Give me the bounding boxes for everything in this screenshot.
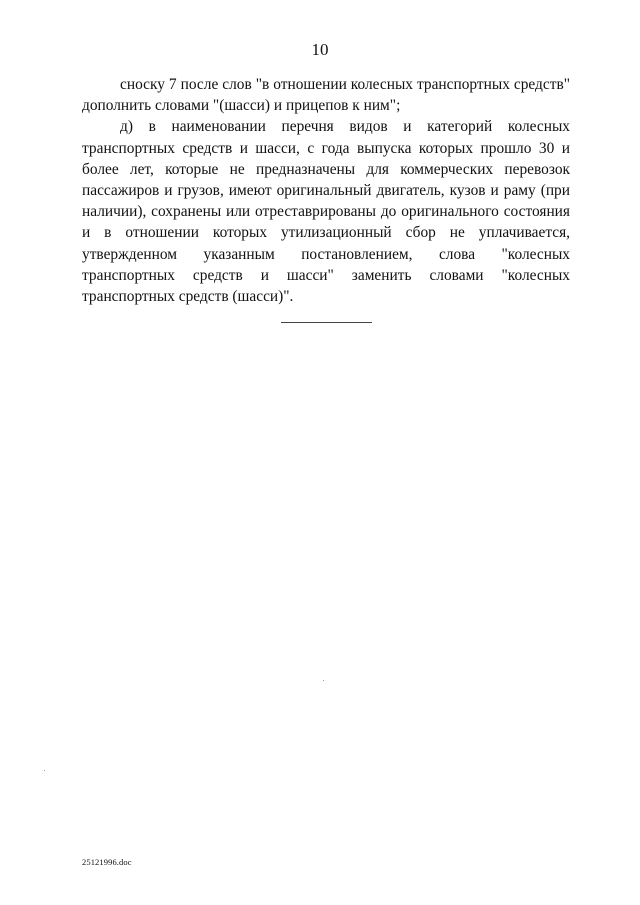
- footer-document-code: 25121996.doc: [82, 857, 132, 867]
- page-number: 10: [311, 40, 329, 59]
- scan-speck: [44, 770, 45, 771]
- paragraph-footnote-amendment: сноску 7 после слов "в отношении колесных транспортных средств" дополнить словами "(шасси) и прицепов к ним";: [82, 76, 570, 115]
- scan-speck: [323, 680, 324, 681]
- end-of-text-divider: [281, 322, 372, 323]
- document-body: [82, 74, 570, 307]
- paragraph-item-d: д) в наименовании перечня видов и категорий колесных транспортных средств и шасси, с года выпуска которых прошло 30 и более лет, которые не предназначены для коммерческих перевозок пассажиров и грузов, имеют оригинальный двигатель, кузов и раму (при наличии), сохранены или отреставрированы до оригинального состояния и в отношении которых утилизационный сбор не уплачивается, утвержденном указанным постановлением, слова "колесных транспортных средств и шасси" заменить словами "колесных транспортных средств (шасси)".: [82, 118, 570, 306]
